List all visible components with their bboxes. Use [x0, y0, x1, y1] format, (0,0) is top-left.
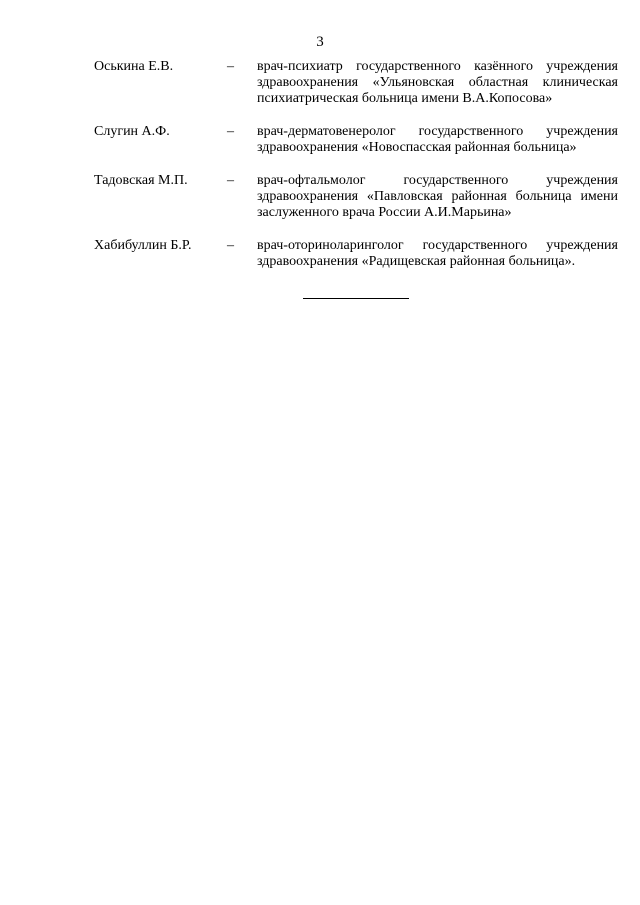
list-item: [94, 238, 618, 270]
end-rule-divider: [303, 298, 409, 299]
position-description: врач-психиатр государственного казённого учреждения здравоохранения «Ульяновская областная клиническая психиатрическая больница имени В.А.Копосова»: [257, 59, 618, 106]
page-number: 3: [316, 34, 324, 50]
person-name: Слугин А.Ф.: [94, 124, 170, 139]
person-name: Оськина Е.В.: [94, 59, 174, 74]
position-description: врач-офтальмолог государственного учреждения здравоохранения «Павловская районная больница имени заслуженного врача России А.И.Марьина»: [257, 173, 618, 220]
list-item: [94, 173, 618, 221]
list-item: [94, 59, 618, 107]
list-item: [94, 124, 618, 156]
dash-separator: –: [227, 173, 234, 188]
person-name: Тадовская М.П.: [94, 173, 188, 188]
position-description: врач-оториноларинголог государственного учреждения здравоохранения «Радищевская районная больница».: [257, 238, 618, 269]
person-name: Хабибуллин Б.Р.: [94, 238, 192, 253]
member-list: [94, 59, 618, 287]
dash-separator: –: [227, 238, 234, 253]
dash-separator: –: [227, 59, 234, 74]
position-description: врач-дерматовенеролог государственного учреждения здравоохранения «Новоспасская районная больница»: [257, 124, 618, 155]
dash-separator: –: [227, 124, 234, 139]
